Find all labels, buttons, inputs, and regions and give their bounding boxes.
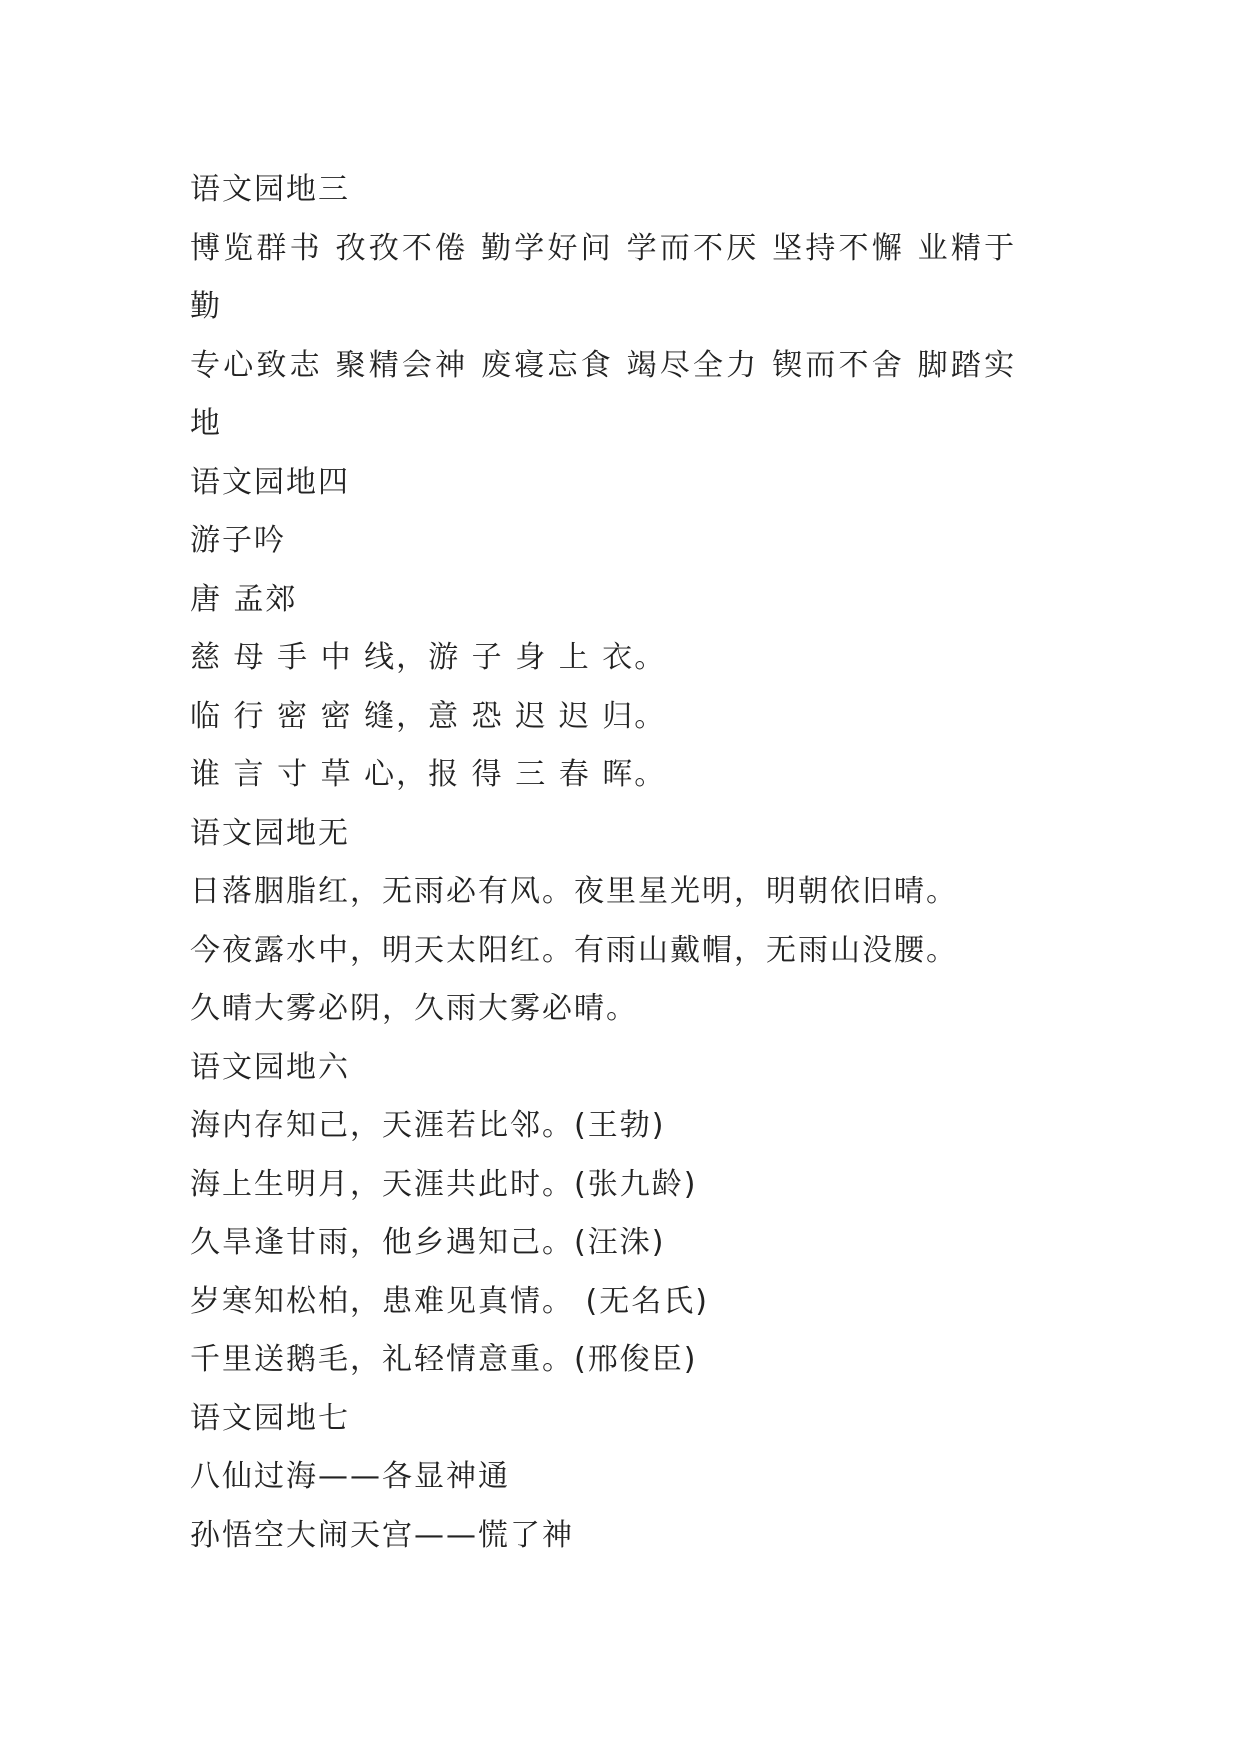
quote-line: 海内存知己，天涯若比邻。(王勃) [190, 1108, 666, 1143]
poem-line: 慈 母 手 中 线，游 子 身 上 衣。 [190, 640, 667, 675]
idiom-list: 专心致志 聚精会神 废寝忘食 竭尽全力 锲而不舍 脚踏实地 [190, 347, 1018, 441]
idiom-list: 博览群书 孜孜不倦 勤学好问 学而不厌 坚持不懈 业精于勤 [190, 230, 1018, 324]
quote-line: 千里送鹅毛，礼轻情意重。(邢俊臣) [190, 1342, 698, 1377]
document-body [190, 161, 1050, 1565]
poem-title: 游子吟 [190, 523, 286, 558]
xiehouyu-line: 八仙过海——各显神通 [190, 1459, 510, 1494]
section-heading: 语文园地七 [190, 1400, 350, 1436]
section-heading: 语文园地三 [190, 172, 350, 207]
quote-line: 海上生明月，天涯共此时。(张九龄) [190, 1166, 698, 1202]
quote-line: 岁寒知松柏，患难见真情。 (无名氏) [190, 1283, 709, 1319]
section-heading: 语文园地四 [190, 464, 350, 500]
proverb-line: 今夜露水中，明天太阳红。有雨山戴帽，无雨山没腰。 [190, 932, 958, 968]
poem-line: 谁 言 寸 草 心，报 得 三 春 晖。 [190, 757, 667, 792]
poem-author: 唐 孟郊 [190, 581, 298, 617]
quote-line: 久旱逢甘雨，他乡遇知己。(汪洙) [190, 1225, 666, 1260]
proverb-line: 日落胭脂红，无雨必有风。夜里星光明，明朝依旧晴。 [190, 874, 958, 909]
poem-line: 临 行 密 密 缝，意 恐 迟 迟 归。 [190, 698, 667, 734]
proverb-line: 久晴大雾必阴，久雨大雾必晴。 [190, 991, 638, 1026]
xiehouyu-line: 孙悟空大闹天宫——慌了神 [190, 1517, 574, 1553]
section-heading: 语文园地六 [190, 1049, 350, 1085]
section-heading: 语文园地无 [190, 815, 350, 851]
